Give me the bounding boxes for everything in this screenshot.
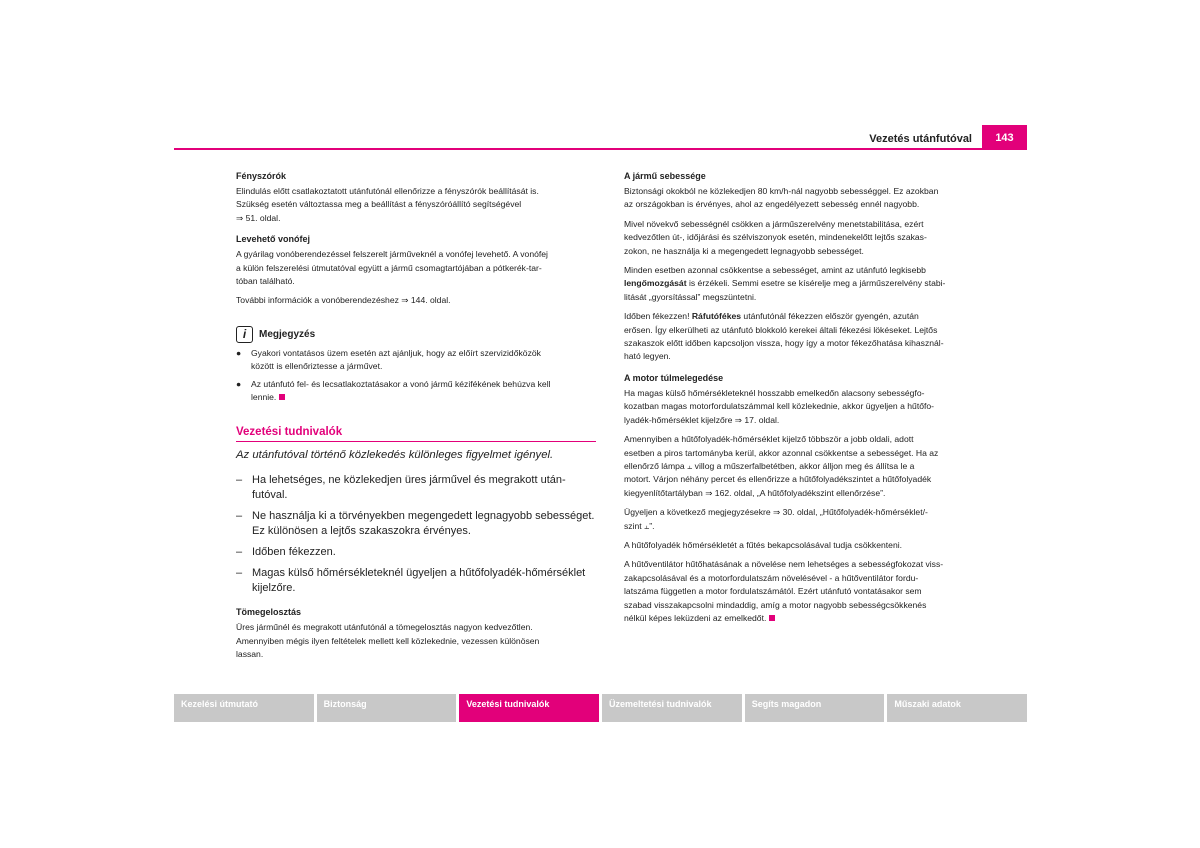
nav-tab-operating-tips[interactable]: Üzemeltetési tudnivalók [602, 694, 742, 722]
note-bullet: ● Gyakori vontatásos üzem esetén azt ajánljuk, hogy az előírt szervizidőközök között is ellenőriztesse a járművet. [236, 347, 596, 374]
paragraph: Mivel növekvő sebességnél csökken a járműszerelvény menetstabilitása, ezért kedvezőtlen út-, időjárási és szélviszonyok esetén, mindenekelőtt lejtős szakas- zokon, ne használja ki a megengedett legnagyobb sebességet. [624, 218, 927, 256]
section-heading-speed: A jármű sebessége [624, 171, 706, 181]
coolant-temperature-icon: ⫠ [687, 460, 693, 471]
end-of-section-icon [279, 394, 285, 400]
page-header-title: Vezetés utánfutóval [869, 133, 972, 145]
paragraph: Ügyeljen a következő megjegyzésekre ⇒ 30. oldal, „Hűtőfolyadék-hőmérséklet/- szint ⫠”. [624, 507, 928, 531]
list-item: – Magas külső hőmérsékleteknél ügyeljen a hűtőfolyadék-hőmérséklet kijelzőre. [236, 567, 586, 595]
note-bullet: ● Az utánfutó fel- és lecsatlakoztatásakor a vonó jármű kézifékének behúzva kell lennie. [236, 378, 596, 405]
chapter-navigation [174, 694, 1027, 722]
nav-tab-driving-tips[interactable]: Vezetési tudnivalók [459, 694, 599, 722]
header-divider [174, 148, 1027, 150]
paragraph: A hűtőfolyadék hőmérsékletét a fűtés bekapcsolásával tudja csökkenteni. [624, 539, 903, 550]
list-item: – Időben fékezzen. [236, 546, 336, 559]
paragraph-weight: Üres járműnél és megrakott utánfutónál a tömegelosztás nagyon kedvezőtlen. Amennyiben mégis ilyen feltételek mellett kell közlekednie, vezessen különösen lassan. [236, 622, 540, 660]
paragraph: Ha magas külső hőmérsékleteknél hosszabb emelkedőn alacsony sebességfo- kozatban magas motorfordulatszámmal kell közlekednie, akkor ügyeljen a hűtőfo- lyadék-hőmérséklet kijelzőre ⇒ 17. oldal. [624, 387, 935, 425]
paragraph: Minden esetben azonnal csökkentse a sebességet, amint az utánfutó legkisebb lengőmozgását is érzékeli. Semmi esetre se kísérelje meg a járműszerelvény stabi- litását „gyorsítással” megszüntetni. [624, 265, 946, 302]
nav-tab-safety[interactable]: Biztonság [317, 694, 457, 722]
left-column [236, 170, 596, 668]
nav-tab-self-help[interactable]: Segíts magadon [745, 694, 885, 722]
section-title-driving: Vezetési tudnivalók [236, 426, 596, 442]
paragraph: A hűtőventilátor hűtőhatásának a növelése nem lehetséges a sebességfokozat viss- zakapcsolásával és a motorfordulatszám növelésével - a hűtőventilátor fordu- latszáma független a motor fordulatszámától. Ezért utánfutó vontatásakor sem szabad visszakapcsolni mindaddig, amíg a motor nagyobb sebességcsökkenés nélkül képes leküzdeni az emelkedőt. [624, 559, 944, 623]
list-item: – Ne használja ki a törvényekben megengedett legnagyobb sebességet. Ez különösen a lejtős szakaszokra érvényes. [236, 510, 595, 538]
page-number: 143 [982, 125, 1027, 149]
note-title: Megjegyzés [259, 328, 316, 340]
list-item: – Ha lehetséges, ne közlekedjen üres járművel és megrakott után- futóval. [236, 474, 566, 502]
page-reference: ⇒ 51. oldal. [236, 212, 281, 223]
note-header [236, 326, 596, 343]
paragraph: Amennyiben a hűtőfolyadék-hőmérséklet kijelző többször a jobb oldali, adott esetben a piros tartományba kerül, akkor azonnal csökkentse a sebességet. Ha az ellenőrző lámpa ⫠ villog a műszerfalbetétben, akkor álljon meg és állítsa le a motort. Várjon néhány percet és ellenőrizze a hűtőfolyadékszintet a hűtőfolyadék kiegyenlítőtartályban ⇒ 162. oldal, „A hűtőfolyadékszint ellenőrzése”. [624, 434, 939, 498]
section-heading-towbar: Levehető vonófej [236, 234, 311, 245]
end-of-section-icon [769, 615, 775, 621]
info-note-icon: i [236, 326, 253, 343]
bullet-icon: ● [236, 347, 242, 358]
coolant-temperature-icon: ⫠ [644, 520, 650, 531]
bullet-icon: ● [236, 378, 242, 389]
nav-tab-technical-data[interactable]: Műszaki adatok [887, 694, 1027, 722]
paragraph: Időben fékezzen! Ráfutófékes utánfutónál fékezzen először gyengén, azután erősen. Így elkerülheti az utánfutó blokkoló kerekei általi fékezési lökéseket. Lejtős szakaszok előtt időben kapcsoljon vissza, hogy így a motor fékezőhatása kihasznál- ható legyen. [624, 311, 944, 362]
paragraph-towbar-info: További információk a vonóberendezéshez ⇒ 144. oldal. [236, 295, 451, 306]
nav-tab-operating-instructions[interactable]: Kezelési útmutató [174, 694, 314, 722]
paragraph-headlights: Elindulás előtt csatlakoztatott utánfutónál ellenőrizze a fényszórók beállítását is. Szükség esetén változtassa meg a beállítást a fényszóróállító segítségével ⇒ 51. oldal. [236, 186, 539, 223]
section-heading-weight: Tömegelosztás [236, 607, 302, 618]
paragraph-towbar: A gyárilag vonóberendezéssel felszerelt járműveknél a vonófej levehető. A vonófej a külön felszerelési útmutatóval együtt a jármű csomagtartójában a pótkerék-tar- tóban található. [236, 249, 548, 287]
paragraph: Biztonsági okokból ne közlekedjen 80 km/h-nál nagyobb sebességgel. Ez azokban az országokban is érvényes, ahol az engedélyezett sebesség ennél nagyobb. [624, 186, 939, 210]
section-heading-overheating: A motor túlmelegedése [624, 372, 724, 383]
section-subtitle: Az utánfutóval történő közlekedés különleges figyelmet igényel. [236, 449, 554, 462]
section-heading-headlights: Fényszórók [236, 171, 287, 181]
right-column [624, 170, 984, 631]
